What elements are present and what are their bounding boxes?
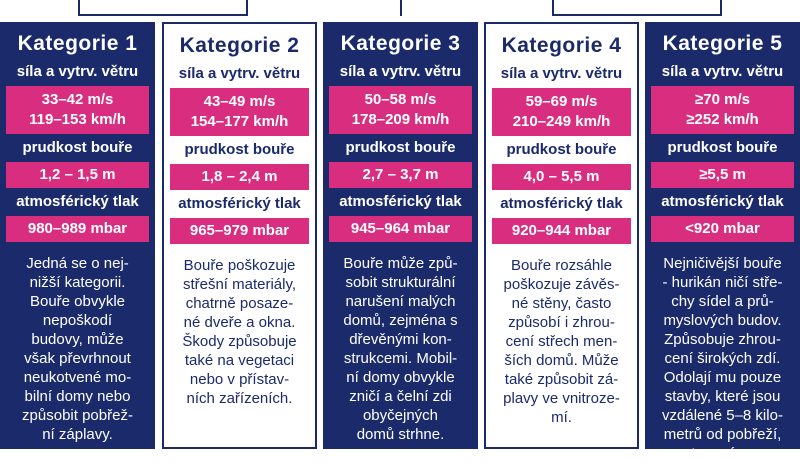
wind-label: síla a vytrv. větru <box>500 65 623 82</box>
description-line: narušení malých <box>345 293 456 310</box>
description-line: způsobí i zhrou- <box>508 314 615 331</box>
description-line: ších domů. Může <box>504 352 619 369</box>
description-line: né stěny, často <box>511 295 612 312</box>
pressure-label: atmosférický tlak <box>16 193 139 210</box>
description-line: chy sídel a prů- <box>671 293 774 310</box>
surge-badge: ≥5,5 m <box>651 162 794 188</box>
description-line: vzdálené 5–8 kilo- <box>662 407 783 424</box>
description-line: cení střech men- <box>505 333 618 350</box>
description-line: Škody způsobuje <box>182 333 297 350</box>
description-line: Způsobuje zhrou- <box>664 331 781 348</box>
description-line: také na vegetaci <box>184 352 295 369</box>
surge-badge: 1,8 – 2,4 m <box>170 164 309 190</box>
category-column-4 <box>484 22 639 449</box>
pressure-badge: <920 mbar <box>651 216 794 242</box>
surge-badge: 1,2 – 1,5 m <box>6 162 149 188</box>
surge-label: prudkost bouře <box>667 139 778 156</box>
description-line: dřevěnými kon- <box>349 331 452 348</box>
pressure-badge: 920–944 mbar <box>492 218 631 244</box>
category-title: Kategorie 1 <box>17 32 138 55</box>
description-line: né dveře a okna. <box>183 314 296 331</box>
description-line: metrů od pobřeží, <box>663 426 782 443</box>
category-description <box>323 246 478 444</box>
description-line: plavy ve vnitroze- <box>503 390 620 407</box>
description-line: nepoškodí <box>42 312 113 329</box>
description-line: postavené z ma- <box>667 445 778 462</box>
wind-speed-kmh: 154–177 km/h <box>190 113 289 130</box>
pressure-badge: 965–979 mbar <box>170 218 309 244</box>
pressure-label: atmosférický tlak <box>500 195 623 212</box>
wind-label: síla a vytrv. větru <box>16 63 139 80</box>
description-line: však převrhnout <box>24 350 131 367</box>
description-line: Jedná se o nej- <box>26 255 129 272</box>
description-line: Nejničivější bouře <box>663 255 782 272</box>
description-line: chatrně posaze- <box>185 295 294 312</box>
description-line: Bouře může způ- <box>343 255 458 272</box>
category-title: Kategorie 5 <box>662 32 783 55</box>
pressure-label: atmosférický tlak <box>178 195 301 212</box>
wind-speed-kmh: 210–249 km/h <box>512 113 611 130</box>
description-line: ní domy obvykle <box>346 369 455 386</box>
wind-speed-badge <box>170 88 309 136</box>
category-columns <box>0 22 800 462</box>
category-column-5 <box>645 22 800 462</box>
wind-speed-kmh: 178–209 km/h <box>351 111 450 128</box>
description-line: také způsobit zá- <box>504 371 619 388</box>
wind-label: síla a vytrv. větru <box>339 63 462 80</box>
category-description <box>164 248 315 408</box>
description-line: ní záplavy. <box>42 426 113 443</box>
surge-badge: 2,7 – 3,7 m <box>329 162 472 188</box>
wind-speed-badge <box>492 88 631 136</box>
category-description <box>645 246 800 463</box>
wind-speed-ms: ≥70 m/s <box>695 91 750 108</box>
wind-label: síla a vytrv. větru <box>661 63 784 80</box>
description-line: - hurikán ničí stře- <box>662 274 783 291</box>
wind-speed-ms: 50–58 m/s <box>364 91 437 108</box>
description-line: způsobit pobřež- <box>22 407 133 424</box>
top-connector-right <box>552 0 722 16</box>
pressure-label: atmosférický tlak <box>661 193 784 210</box>
pressure-label: atmosférický tlak <box>339 193 462 210</box>
description-line: nebo v přístav- <box>189 371 290 388</box>
category-title: Kategorie 2 <box>179 34 300 57</box>
description-line: obyčejných <box>362 407 439 424</box>
category-description <box>486 248 637 427</box>
category-column-1 <box>0 22 155 449</box>
description-line: nižší kategorii. <box>29 274 126 291</box>
surge-label: prudkost bouře <box>22 139 133 156</box>
wind-speed-ms: 59–69 m/s <box>525 93 598 110</box>
wind-speed-badge <box>329 86 472 134</box>
surge-label: prudkost bouře <box>506 141 617 158</box>
description-line: domů strhne. <box>356 426 445 443</box>
description-line: bilní domy nebo <box>24 388 131 405</box>
category-title: Kategorie 4 <box>501 34 622 57</box>
description-line: Bouře rozsáhle <box>511 257 612 274</box>
description-line: cení širokých zdí. <box>664 350 781 367</box>
description-line: Odolají mu pouze <box>663 369 782 386</box>
description-line: sobit strukturální <box>345 274 456 291</box>
wind-speed-ms: 33–42 m/s <box>41 91 114 108</box>
description-line: budovy, může <box>31 331 124 348</box>
description-line: Bouře obvykle <box>29 293 126 310</box>
surge-badge: 4,0 – 5,5 m <box>492 164 631 190</box>
description-line: mí. <box>551 409 572 426</box>
description-line: ních zařízeních. <box>186 390 293 407</box>
description-line: Bouře poškozuje <box>183 257 296 274</box>
wind-speed-badge <box>651 86 794 134</box>
description-line: domů, zejména s <box>343 312 458 329</box>
surge-label: prudkost bouře <box>184 141 295 158</box>
wind-speed-kmh: ≥252 km/h <box>686 111 759 128</box>
top-connector-middle <box>400 0 402 16</box>
description-line: stavby, které jsou <box>664 388 781 405</box>
category-title: Kategorie 3 <box>340 32 461 55</box>
wind-label: síla a vytrv. větru <box>178 65 301 82</box>
description-line: neukotvené mo- <box>23 369 132 386</box>
description-line: strukcemi. Mobil- <box>343 350 458 367</box>
category-description <box>0 246 155 444</box>
top-connector-left <box>78 0 248 16</box>
pressure-badge: 980–989 mbar <box>6 216 149 242</box>
wind-speed-ms: 43–49 m/s <box>203 93 276 110</box>
pressure-badge: 945–964 mbar <box>329 216 472 242</box>
description-line: zničí a čelní zdi <box>349 388 452 405</box>
category-column-3 <box>323 22 478 449</box>
description-line: střešní materiály, <box>182 276 297 293</box>
description-line: poškozuje závěs- <box>503 276 620 293</box>
category-column-2 <box>162 22 317 449</box>
wind-speed-badge <box>6 86 149 134</box>
wind-speed-kmh: 119–153 km/h <box>29 111 126 128</box>
surge-label: prudkost bouře <box>345 139 456 156</box>
description-line: myslových budov. <box>663 312 782 329</box>
